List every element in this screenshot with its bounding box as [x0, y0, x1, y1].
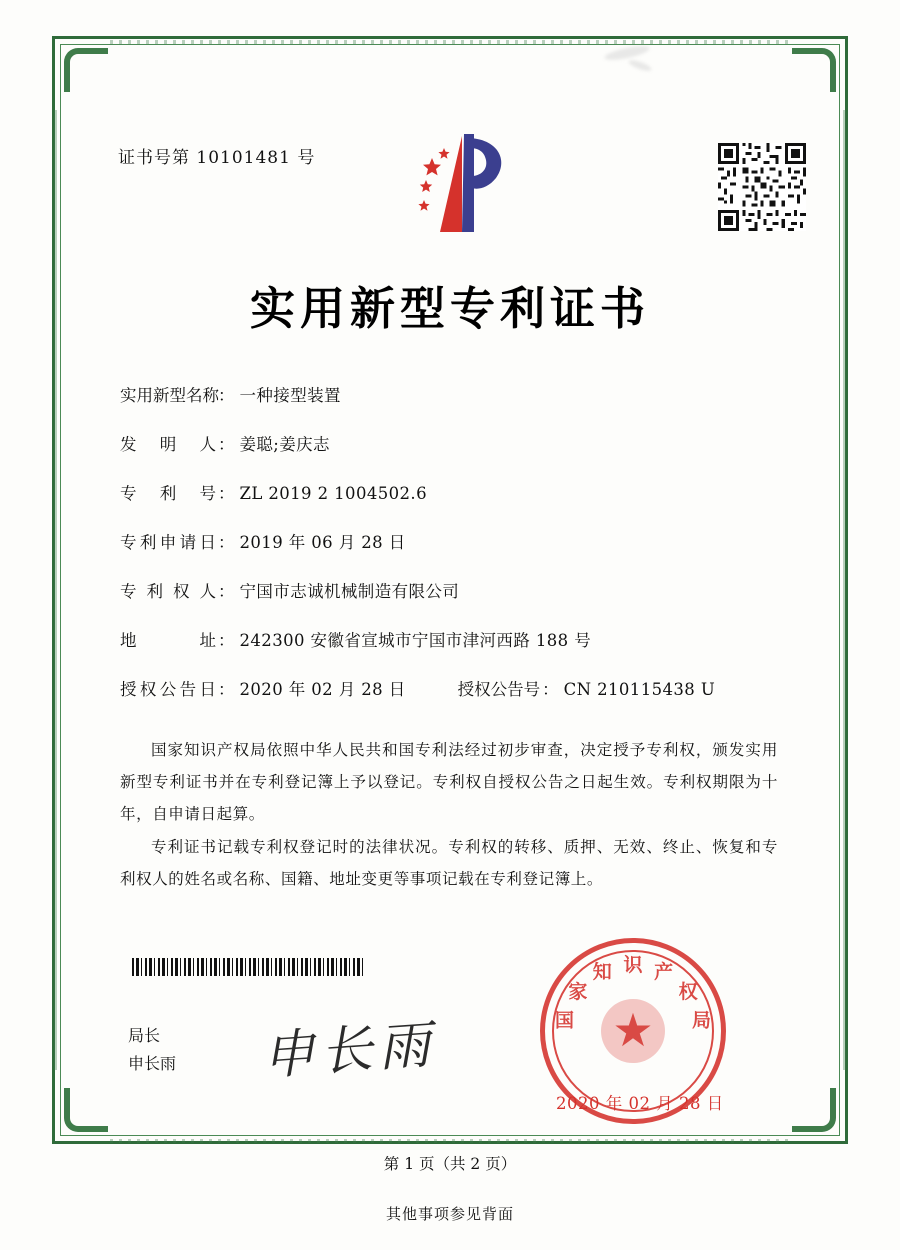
edge-ornament-top	[110, 40, 790, 44]
field-colon: ：	[218, 533, 235, 552]
signature-block	[128, 1022, 176, 1078]
corner-ornament-top-right	[792, 48, 836, 92]
cnipa-logo-icon	[404, 128, 524, 240]
legal-paragraph: 专利证书记载专利权登记时的法律状况。专利权的转移、质押、无效、终止、恢复和专利权人的姓名或名称、国籍、地址变更等事项记载在专利登记簿上。	[120, 838, 778, 889]
field-label: 发明人	[120, 435, 216, 454]
edge-ornament-right	[843, 110, 847, 1070]
field-row	[120, 529, 820, 553]
seal-char: 国	[555, 1009, 575, 1032]
seal-char: 家	[568, 980, 588, 1003]
seal-date: 2020 年 02 月 28 日	[556, 1094, 724, 1113]
field-label: 实用新型名称	[120, 386, 219, 405]
field-row	[120, 480, 820, 504]
footer-note: 其他事项参见背面	[385, 1205, 514, 1223]
edge-ornament-left	[54, 110, 58, 1070]
barcode-icon	[132, 958, 364, 976]
qr-code-icon	[718, 143, 806, 231]
field-colon: ：	[218, 582, 235, 601]
field-colon: ：	[542, 680, 559, 699]
field-value: 姜聪;姜庆志	[239, 435, 330, 454]
field-label: 专利权人	[120, 582, 216, 601]
seal-char: 局	[691, 1009, 711, 1032]
field-value: 一种接型装置	[239, 386, 341, 405]
field-value: 宁国市志诚机械制造有限公司	[239, 582, 460, 601]
announcement-row	[120, 676, 820, 700]
page-title: 实用新型专利证书	[249, 282, 650, 335]
field-row	[120, 431, 820, 455]
announcement-number-label: 授权公告号	[457, 680, 541, 699]
certificate-number: 证书号第 10101481 号	[118, 148, 316, 168]
seal-char: 知	[592, 961, 612, 984]
legal-text	[120, 735, 778, 898]
field-value: ZL 2019 2 1004502.6	[239, 484, 427, 503]
legal-paragraph: 国家知识产权局依照中华人民共和国专利法经过初步审查，决定授予专利权，颁发实用新型专利证书并在专利登记簿上予以登记。专利权自授权公告之日起生效。专利权期限为十年，自申请日起算。	[120, 741, 778, 823]
announcement-date-label: 授权公告日	[120, 680, 216, 699]
announcement-number-value: CN 210115438 U	[563, 680, 716, 699]
field-colon: ：	[218, 386, 235, 405]
field-value: 2019 年 06 月 28 日	[239, 533, 406, 552]
director-name-label: 申长雨	[128, 1054, 177, 1073]
field-colon: ：	[218, 631, 235, 650]
handwritten-signature: 申长雨	[260, 1014, 439, 1087]
seal-char: 识	[623, 954, 643, 976]
field-row	[120, 578, 820, 602]
seal-emblem-icon: ★	[612, 1005, 654, 1056]
announcement-date-value: 2020 年 02 月 28 日	[239, 680, 406, 699]
corner-ornament-bottom-right	[792, 1088, 836, 1132]
field-value: 242300 安徽省宣城市宁国市津河西路 188 号	[239, 631, 592, 650]
edge-ornament-bottom	[110, 1139, 790, 1143]
field-label: 专利号	[120, 484, 216, 503]
field-label: 地址	[120, 631, 216, 650]
page-number: 第 1 页（共 2 页）	[383, 1155, 517, 1173]
seal-char: 产	[654, 961, 674, 984]
seal-char: 权	[678, 980, 698, 1003]
field-label: 专利申请日	[120, 533, 216, 552]
field-colon: ：	[218, 680, 235, 699]
field-colon: ：	[218, 484, 235, 503]
corner-ornament-top-left	[64, 48, 108, 92]
corner-ornament-bottom-left	[64, 1088, 108, 1132]
field-row	[120, 382, 820, 406]
director-title-label: 局长	[128, 1026, 161, 1045]
field-row	[120, 627, 820, 651]
field-colon: ：	[218, 435, 235, 454]
field-list	[120, 382, 820, 725]
